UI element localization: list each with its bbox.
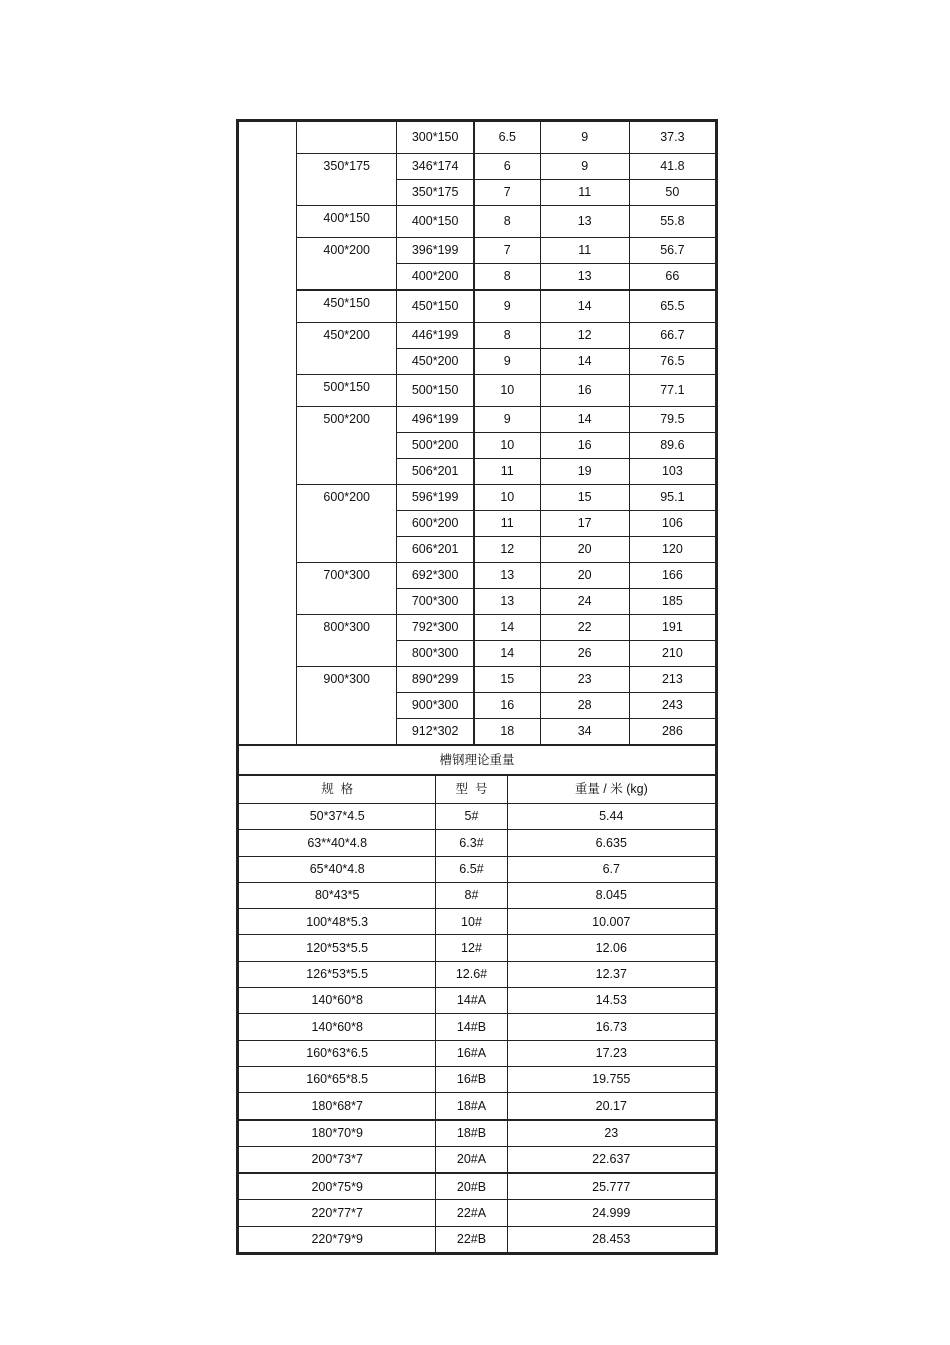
h-beam-web: 8 [474,264,540,291]
h-beam-model: 800*300 [397,641,474,667]
channel-model: 16#A [436,1040,507,1066]
header-spec: 规 格 [239,776,436,804]
h-beam-weight: 65.5 [629,290,715,323]
h-beam-flange: 16 [540,375,629,407]
h-beam-weight: 79.5 [629,407,715,433]
channel-model: 20#A [436,1146,507,1173]
h-beam-flange: 20 [540,537,629,563]
h-beam-weight: 56.7 [629,238,715,264]
h-beam-weight: 50 [629,180,715,206]
channel-model: 12.6# [436,961,507,987]
h-beam-model: 890*299 [397,667,474,693]
h-beam-spec: 600*200 [297,485,397,563]
channel-model: 10# [436,909,507,935]
h-beam-web: 8 [474,206,540,238]
h-beam-web: 9 [474,349,540,375]
channel-spec: 220*77*7 [239,1200,436,1226]
h-beam-web: 9 [474,407,540,433]
h-beam-weight: 95.1 [629,485,715,511]
channel-weight: 10.007 [507,909,715,935]
channel-row [239,830,716,856]
h-beam-flange: 11 [540,180,629,206]
channel-model: 14#B [436,1014,507,1040]
channel-weight: 6.7 [507,856,715,882]
channel-weight: 8.045 [507,882,715,908]
h-beam-row [239,407,716,433]
h-beam-row [239,667,716,693]
channel-model: 6.5# [436,856,507,882]
h-beam-row [239,375,716,407]
channel-row [239,1014,716,1040]
channel-weight: 12.06 [507,935,715,961]
h-beam-flange: 12 [540,323,629,349]
h-beam-spec: 400*200 [297,238,397,291]
channel-header-row [239,776,716,804]
h-beam-model: 600*200 [397,511,474,537]
channel-weight: 16.73 [507,1014,715,1040]
h-beam-spec: 500*150 [297,375,397,407]
channel-row [239,909,716,935]
channel-spec: 50*37*4.5 [239,804,436,830]
h-beam-flange: 26 [540,641,629,667]
h-beam-weight: 89.6 [629,433,715,459]
channel-spec: 160*63*6.5 [239,1040,436,1066]
h-beam-spec [297,122,397,154]
h-beam-spec: 450*200 [297,323,397,375]
channel-weight: 5.44 [507,804,715,830]
channel-row [239,1146,716,1173]
channel-spec: 180*70*9 [239,1120,436,1147]
channel-model: 12# [436,935,507,961]
channel-weight: 19.755 [507,1066,715,1092]
channel-table-title: 槽钢理论重量 [239,746,716,775]
channel-model: 20#B [436,1173,507,1200]
h-beam-model: 300*150 [397,122,474,154]
channel-row [239,856,716,882]
h-beam-spec: 500*200 [297,407,397,485]
channel-spec: 160*65*8.5 [239,1066,436,1092]
h-beam-flange: 23 [540,667,629,693]
h-beam-flange: 24 [540,589,629,615]
h-beam-flange: 13 [540,264,629,291]
h-beam-web: 11 [474,459,540,485]
h-beam-model: 496*199 [397,407,474,433]
h-beam-web: 8 [474,323,540,349]
h-beam-weight: 243 [629,693,715,719]
h-beam-model: 596*199 [397,485,474,511]
h-beam-flange: 17 [540,511,629,537]
channel-weight: 23 [507,1120,715,1147]
h-beam-web: 6 [474,154,540,180]
channel-title-table [238,745,716,775]
channel-spec: 126*53*5.5 [239,961,436,987]
channel-weight: 14.53 [507,988,715,1014]
channel-weight: 25.777 [507,1173,715,1200]
h-beam-flange: 34 [540,719,629,745]
h-beam-model: 506*201 [397,459,474,485]
h-beam-row [239,206,716,238]
h-beam-row [239,290,716,323]
h-beam-table [238,121,716,745]
h-beam-weight: 106 [629,511,715,537]
h-beam-web: 16 [474,693,540,719]
h-beam-model: 692*300 [397,563,474,589]
channel-spec: 100*48*5.3 [239,909,436,935]
h-beam-flange: 13 [540,206,629,238]
h-beam-model: 606*201 [397,537,474,563]
h-beam-weight: 210 [629,641,715,667]
h-beam-flange: 19 [540,459,629,485]
h-beam-row [239,122,716,154]
h-beam-flange: 14 [540,407,629,433]
channel-weight: 6.635 [507,830,715,856]
h-beam-spec: 700*300 [297,563,397,615]
h-beam-web: 12 [474,537,540,563]
channel-weight: 24.999 [507,1200,715,1226]
h-beam-web: 10 [474,375,540,407]
h-beam-weight: 76.5 [629,349,715,375]
channel-model: 18#A [436,1093,507,1120]
channel-row [239,1200,716,1226]
h-beam-spec: 800*300 [297,615,397,667]
h-beam-weight: 166 [629,563,715,589]
h-beam-model: 500*200 [397,433,474,459]
channel-row [239,1173,716,1200]
h-beam-spec: 450*150 [297,290,397,323]
h-beam-flange: 9 [540,122,629,154]
channel-row [239,961,716,987]
h-beam-weight: 213 [629,667,715,693]
header-weight: 重量 / 米 (kg) [507,776,715,804]
h-beam-model: 396*199 [397,238,474,264]
h-beam-row [239,615,716,641]
h-beam-model: 912*302 [397,719,474,745]
h-beam-weight: 41.8 [629,154,715,180]
steel-weight-table [236,119,718,1255]
h-beam-spec: 400*150 [297,206,397,238]
h-beam-web: 11 [474,511,540,537]
channel-model: 18#B [436,1120,507,1147]
channel-model: 5# [436,804,507,830]
h-beam-weight: 120 [629,537,715,563]
channel-row [239,1093,716,1120]
channel-weight: 17.23 [507,1040,715,1066]
h-beam-web: 18 [474,719,540,745]
h-beam-row [239,485,716,511]
h-beam-web: 14 [474,641,540,667]
h-beam-model: 400*200 [397,264,474,291]
channel-spec: 80*43*5 [239,882,436,908]
channel-row [239,988,716,1014]
h-beam-spec: 350*175 [297,154,397,206]
h-beam-weight: 55.8 [629,206,715,238]
h-beam-web: 10 [474,485,540,511]
h-beam-web: 7 [474,238,540,264]
h-beam-model: 900*300 [397,693,474,719]
h-beam-model: 400*150 [397,206,474,238]
h-beam-model: 792*300 [397,615,474,641]
channel-row [239,935,716,961]
channel-spec: 200*75*9 [239,1173,436,1200]
h-beam-weight: 185 [629,589,715,615]
h-beam-flange: 14 [540,290,629,323]
channel-model: 16#B [436,1066,507,1092]
h-beam-category-cell [239,122,297,745]
h-beam-weight: 37.3 [629,122,715,154]
h-beam-weight: 103 [629,459,715,485]
channel-row [239,1226,716,1252]
header-model: 型 号 [436,776,507,804]
channel-model: 22#A [436,1200,507,1226]
channel-model: 14#A [436,988,507,1014]
h-beam-row [239,154,716,180]
h-beam-model: 450*200 [397,349,474,375]
h-beam-web: 6.5 [474,122,540,154]
h-beam-web: 9 [474,290,540,323]
h-beam-flange: 11 [540,238,629,264]
channel-row [239,1040,716,1066]
h-beam-weight: 66.7 [629,323,715,349]
h-beam-web: 13 [474,563,540,589]
h-beam-model: 346*174 [397,154,474,180]
h-beam-model: 450*150 [397,290,474,323]
h-beam-spec: 900*300 [297,667,397,745]
h-beam-model: 446*199 [397,323,474,349]
h-beam-row [239,563,716,589]
channel-spec: 120*53*5.5 [239,935,436,961]
h-beam-flange: 15 [540,485,629,511]
channel-row [239,1120,716,1147]
h-beam-weight: 191 [629,615,715,641]
h-beam-web: 7 [474,180,540,206]
h-beam-web: 15 [474,667,540,693]
h-beam-weight: 286 [629,719,715,745]
channel-spec: 140*60*8 [239,988,436,1014]
h-beam-flange: 16 [540,433,629,459]
h-beam-model: 350*175 [397,180,474,206]
channel-weight: 12.37 [507,961,715,987]
channel-spec: 65*40*4.8 [239,856,436,882]
channel-spec: 200*73*7 [239,1146,436,1173]
channel-steel-table [238,775,716,1253]
channel-row [239,1066,716,1092]
h-beam-model: 700*300 [397,589,474,615]
channel-spec: 220*79*9 [239,1226,436,1252]
channel-row [239,882,716,908]
h-beam-web: 14 [474,615,540,641]
channel-weight: 22.637 [507,1146,715,1173]
h-beam-flange: 9 [540,154,629,180]
channel-model: 6.3# [436,830,507,856]
h-beam-flange: 20 [540,563,629,589]
h-beam-row [239,323,716,349]
channel-model: 8# [436,882,507,908]
h-beam-flange: 14 [540,349,629,375]
channel-weight: 20.17 [507,1093,715,1120]
channel-spec: 180*68*7 [239,1093,436,1120]
channel-weight: 28.453 [507,1226,715,1252]
h-beam-web: 13 [474,589,540,615]
channel-spec: 140*60*8 [239,1014,436,1040]
channel-row [239,804,716,830]
channel-spec: 63**40*4.8 [239,830,436,856]
h-beam-flange: 28 [540,693,629,719]
h-beam-weight: 77.1 [629,375,715,407]
h-beam-web: 10 [474,433,540,459]
h-beam-row [239,238,716,264]
h-beam-flange: 22 [540,615,629,641]
h-beam-weight: 66 [629,264,715,291]
channel-model: 22#B [436,1226,507,1252]
h-beam-model: 500*150 [397,375,474,407]
